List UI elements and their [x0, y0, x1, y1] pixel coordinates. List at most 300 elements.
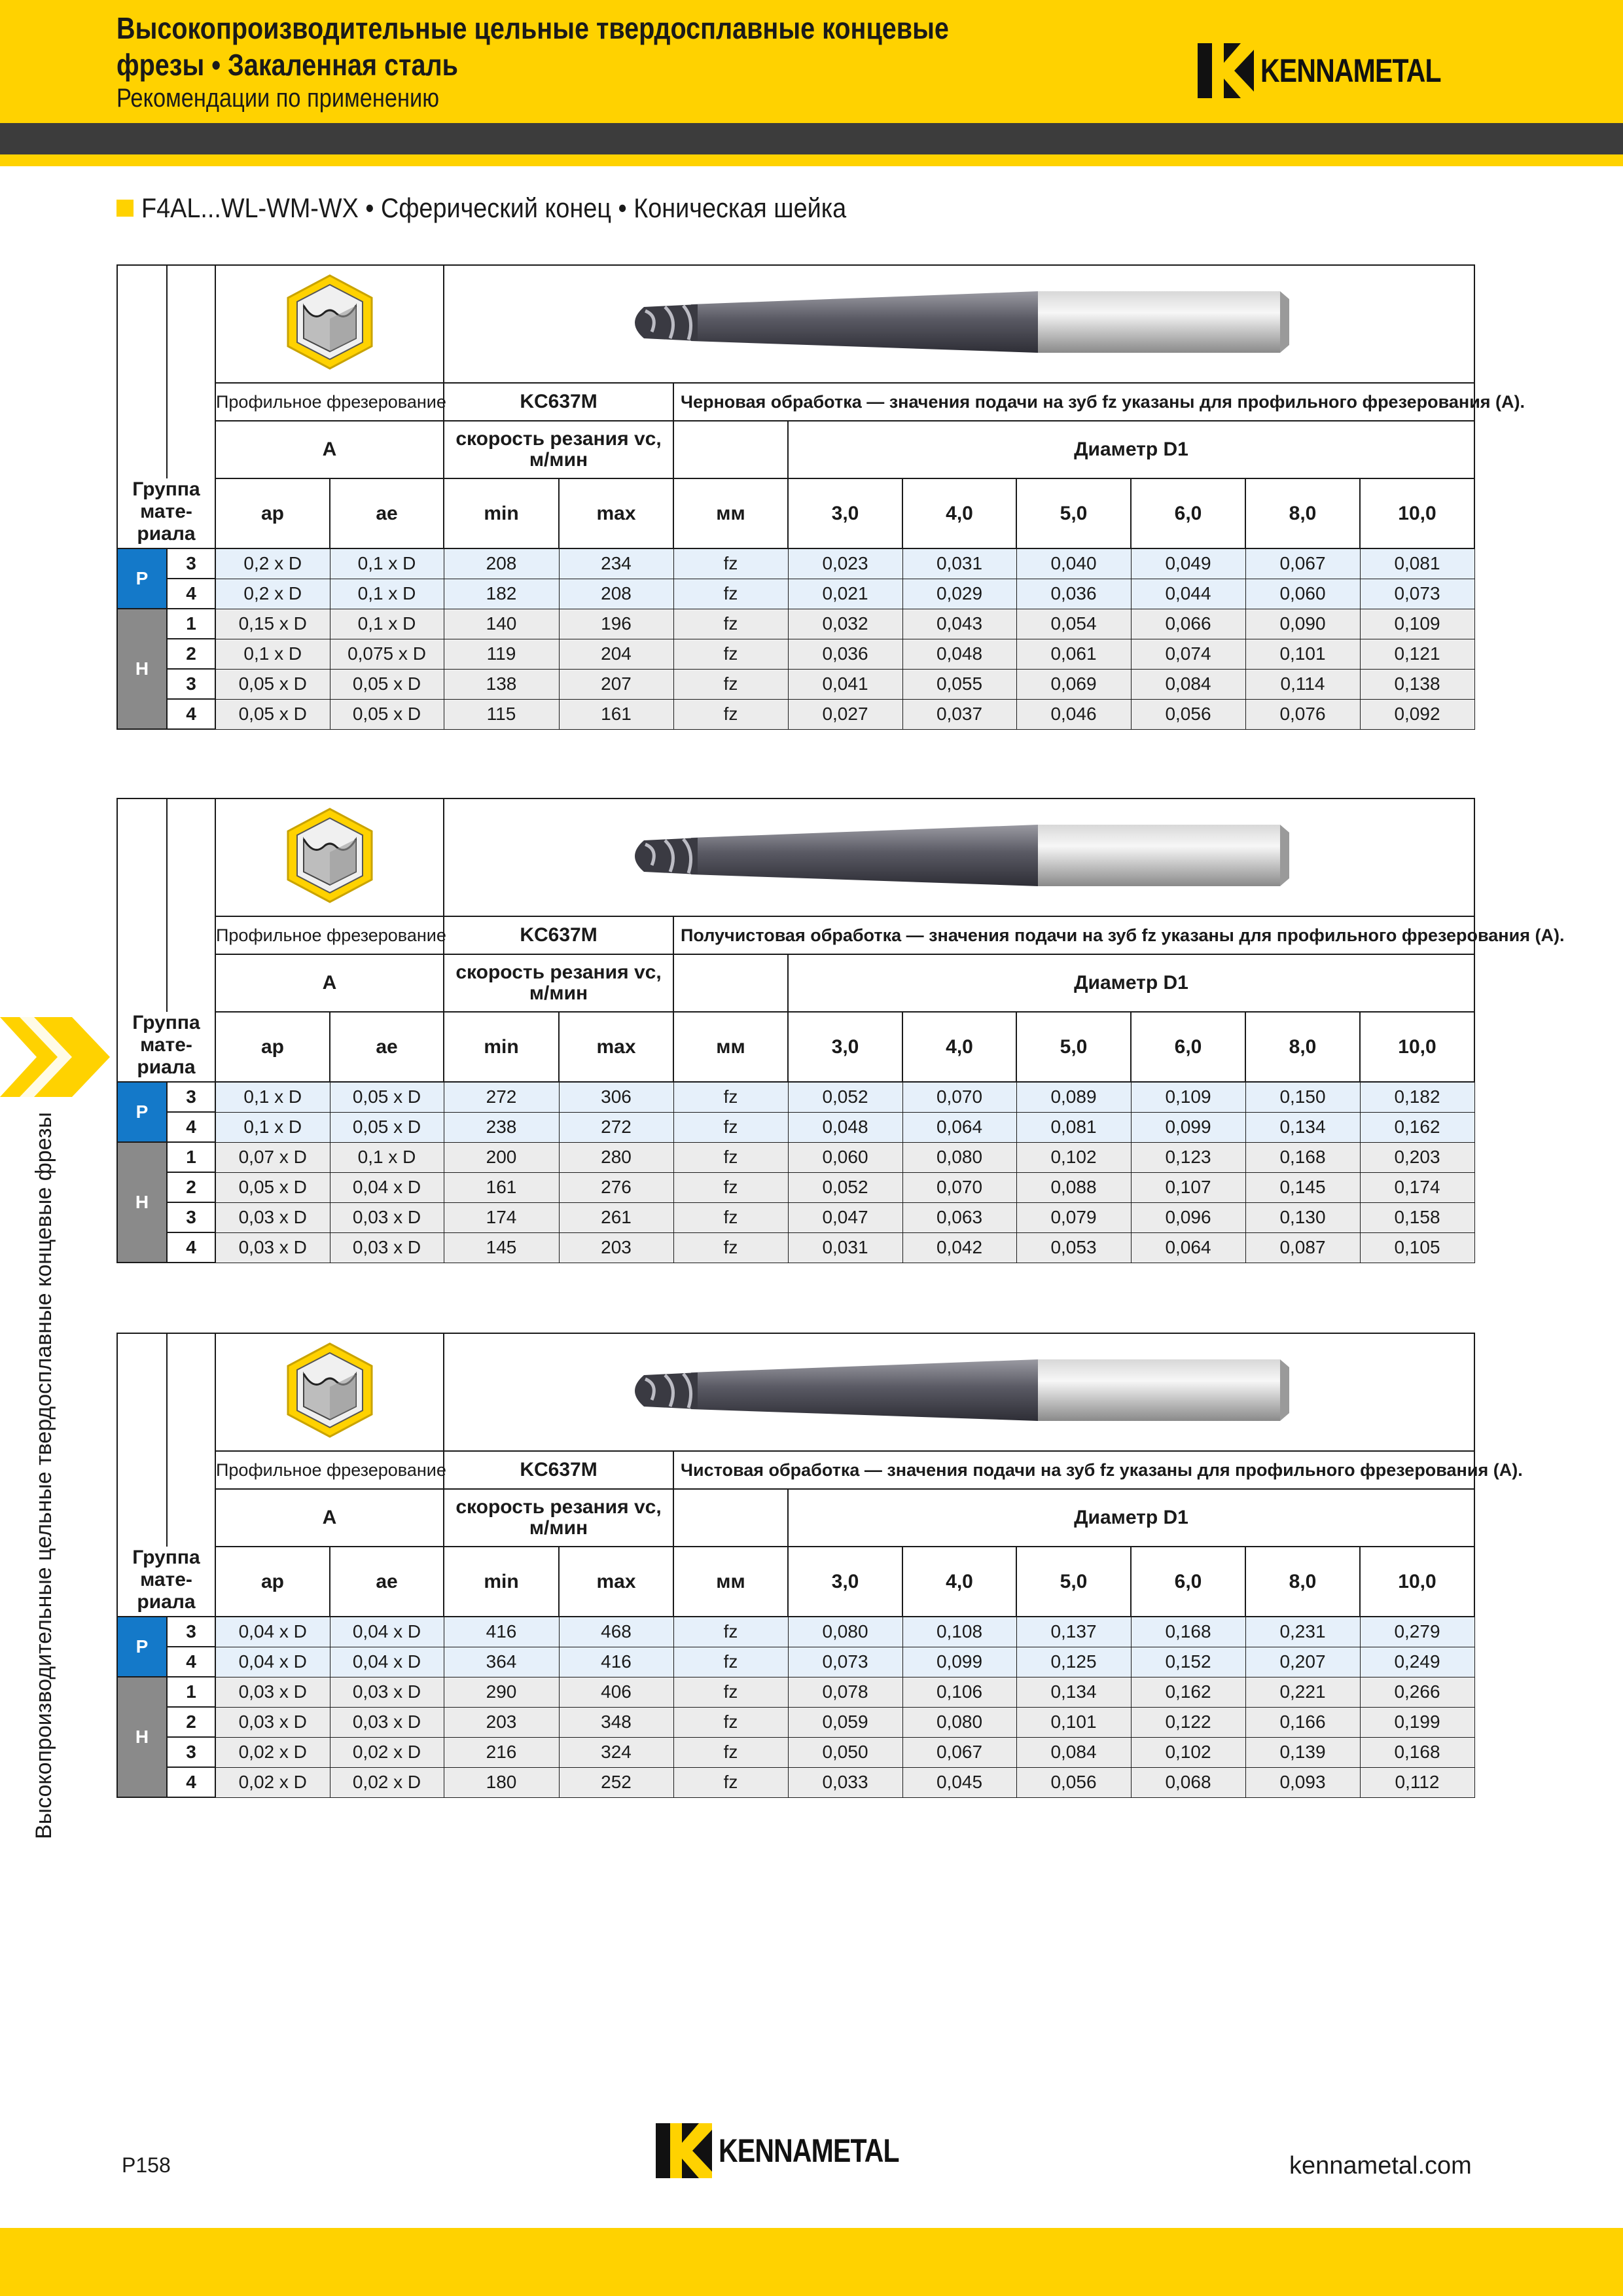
speed-min-value: 182: [444, 579, 559, 609]
column-ap: ap: [215, 1547, 330, 1617]
feed-per-tooth-value: 0,109: [1131, 1082, 1245, 1112]
column-ae: ae: [330, 1547, 444, 1617]
feed-per-tooth-value: 0,266: [1360, 1677, 1474, 1707]
material-group-label: Группа мате-риала: [117, 1012, 215, 1082]
feed-per-tooth-value: 0,108: [902, 1617, 1016, 1647]
table-row: [117, 609, 1474, 639]
feed-per-tooth-value: 0,080: [902, 1142, 1016, 1172]
cutting-speed-label: скорость резания vc, м/мин: [444, 421, 673, 478]
feed-per-tooth-value: 0,102: [1131, 1737, 1245, 1767]
feed-per-tooth-value: 0,079: [1016, 1202, 1131, 1232]
column-diameter: 10,0: [1360, 478, 1474, 548]
unit-value: fz: [673, 1737, 788, 1767]
feed-per-tooth-value: 0,080: [788, 1617, 902, 1647]
table-row: [117, 1112, 1474, 1142]
unit-value: fz: [673, 1647, 788, 1677]
tool-image-cell: [444, 798, 1474, 916]
feed-per-tooth-value: 0,052: [788, 1082, 902, 1112]
ball-nose-tapered-end-mill-image: [613, 1341, 1306, 1439]
ae-value: 0,05 x D: [330, 1112, 444, 1142]
ae-value: 0,04 x D: [330, 1647, 444, 1677]
feed-per-tooth-value: 0,122: [1131, 1707, 1245, 1737]
feed-per-tooth-value: 0,041: [788, 669, 902, 699]
speed-min-value: 203: [444, 1707, 559, 1737]
feed-per-tooth-value: 0,207: [1245, 1647, 1360, 1677]
unit-value: fz: [673, 639, 788, 669]
feed-per-tooth-value: 0,078: [788, 1677, 902, 1707]
feed-per-tooth-value: 0,068: [1131, 1767, 1245, 1797]
a-label: A: [215, 421, 444, 478]
feed-per-tooth-value: 0,069: [1016, 669, 1131, 699]
ae-value: 0,1 x D: [330, 1142, 444, 1172]
unit-value: fz: [673, 579, 788, 609]
feed-per-tooth-value: 0,031: [788, 1232, 902, 1263]
page-title-line-2: фрезы • Закаленная сталь: [116, 48, 458, 82]
feed-per-tooth-value: 0,027: [788, 699, 902, 729]
material-group-label: Группа мате-риала: [117, 1547, 215, 1617]
speed-min-value: 216: [444, 1737, 559, 1767]
table-row: [117, 1232, 1474, 1263]
operation-caption: Профильное фрезерование: [215, 383, 444, 421]
table-row: [117, 548, 1474, 579]
material-subgroup: 3: [167, 1202, 215, 1232]
unit-value: fz: [673, 1172, 788, 1202]
feed-per-tooth-value: 0,101: [1245, 639, 1360, 669]
kennametal-logo-footer: [656, 2123, 938, 2178]
feed-per-tooth-value: 0,043: [902, 609, 1016, 639]
table-row: [117, 669, 1474, 699]
ap-value: 0,02 x D: [215, 1767, 330, 1797]
feed-per-tooth-value: 0,033: [788, 1767, 902, 1797]
feed-per-tooth-value: 0,107: [1131, 1172, 1245, 1202]
feed-per-tooth-value: 0,130: [1245, 1202, 1360, 1232]
speed-min-value: 272: [444, 1082, 559, 1112]
feed-per-tooth-value: 0,063: [902, 1202, 1016, 1232]
feed-per-tooth-value: 0,114: [1245, 669, 1360, 699]
operation-icon-cell: [215, 265, 444, 383]
feed-per-tooth-value: 0,089: [1016, 1082, 1131, 1112]
feed-per-tooth-value: 0,046: [1016, 699, 1131, 729]
ball-nose-tapered-end-mill-image: [613, 806, 1306, 905]
feed-per-tooth-value: 0,092: [1360, 699, 1474, 729]
column-diameter: 8,0: [1245, 1547, 1360, 1617]
speed-min-value: 238: [444, 1112, 559, 1142]
material-subgroup: 2: [167, 1172, 215, 1202]
ball-nose-tapered-end-mill-image: [613, 273, 1306, 371]
speed-max-value: 324: [559, 1737, 673, 1767]
column-ap: ap: [215, 478, 330, 548]
feed-per-tooth-value: 0,061: [1016, 639, 1131, 669]
header-band: [0, 123, 1623, 154]
footer-website-link[interactable]: kennametal.com: [1289, 2152, 1472, 2179]
material-group-badge: H: [117, 1142, 167, 1263]
feed-per-tooth-value: 0,066: [1131, 609, 1245, 639]
unit-value: fz: [673, 1767, 788, 1797]
section-title: [116, 192, 925, 224]
column-min: min: [444, 1012, 559, 1082]
material-subgroup: 4: [167, 1767, 215, 1797]
column-diameter: 6,0: [1131, 1012, 1245, 1082]
feed-per-tooth-value: 0,174: [1360, 1172, 1474, 1202]
speed-max-value: 348: [559, 1707, 673, 1737]
feed-per-tooth-value: 0,064: [1131, 1232, 1245, 1263]
speed-max-value: 203: [559, 1232, 673, 1263]
ap-value: 0,1 x D: [215, 1112, 330, 1142]
column-min: min: [444, 478, 559, 548]
table-row: [117, 1142, 1474, 1172]
column-diameter: 10,0: [1360, 1547, 1474, 1617]
column-diameter: 3,0: [788, 1547, 902, 1617]
feed-per-tooth-value: 0,162: [1131, 1677, 1245, 1707]
grade-label: KC637M: [444, 383, 673, 421]
feed-per-tooth-value: 0,162: [1360, 1112, 1474, 1142]
material-group-badge: H: [117, 1677, 167, 1797]
cutting-speed-label: скорость резания vc, м/мин: [444, 1489, 673, 1547]
material-subgroup: 3: [167, 548, 215, 579]
speed-max-value: 234: [559, 548, 673, 579]
material-group-badge: P: [117, 1082, 167, 1142]
diameter-label: Диаметр D1: [788, 954, 1474, 1012]
feed-per-tooth-value: 0,134: [1016, 1677, 1131, 1707]
ap-value: 0,1 x D: [215, 1082, 330, 1112]
speed-max-value: 252: [559, 1767, 673, 1797]
ap-value: 0,04 x D: [215, 1647, 330, 1677]
material-subgroup: 2: [167, 1707, 215, 1737]
feed-per-tooth-value: 0,074: [1131, 639, 1245, 669]
ae-value: 0,03 x D: [330, 1677, 444, 1707]
corner-cell: [167, 1333, 215, 1547]
column-max: max: [559, 478, 673, 548]
section-bullet-icon: [116, 200, 134, 217]
feed-per-tooth-value: 0,168: [1360, 1737, 1474, 1767]
table-row: [117, 1172, 1474, 1202]
column-diameter: 5,0: [1016, 478, 1131, 548]
material-group-label: Группа мате-риала: [117, 478, 215, 548]
feed-per-tooth-value: 0,042: [902, 1232, 1016, 1263]
cutting-data-table-finishing: [116, 1333, 1523, 1798]
header-accent-strip: [0, 154, 1623, 166]
speed-max-value: 416: [559, 1647, 673, 1677]
operation-note: Черновая обработка — значения подачи на зуб fz указаны для профильного фрезерования (А).: [673, 383, 1474, 421]
column-ap: ap: [215, 1012, 330, 1082]
feed-per-tooth-value: 0,080: [902, 1707, 1016, 1737]
feed-per-tooth-value: 0,112: [1360, 1767, 1474, 1797]
profile-milling-icon: [284, 806, 376, 905]
column-diameter: 8,0: [1245, 1012, 1360, 1082]
speed-min-value: 115: [444, 699, 559, 729]
ap-value: 0,03 x D: [215, 1707, 330, 1737]
page-title-line-1: Высокопроизводительные цельные твердосплавные концевые: [116, 11, 949, 45]
ap-value: 0,15 x D: [215, 609, 330, 639]
unit-value: fz: [673, 1677, 788, 1707]
cutting-data-table-semi-finishing: [116, 798, 1565, 1263]
table-row: [117, 1202, 1474, 1232]
kennametal-logo-header: [1198, 43, 1480, 98]
speed-max-value: 208: [559, 579, 673, 609]
a-label: A: [215, 1489, 444, 1547]
feed-per-tooth-value: 0,166: [1245, 1707, 1360, 1737]
side-vertical-label: Высокопроизводительные цельные твердосплавные концевые фрезы: [31, 1112, 56, 1839]
feed-per-tooth-value: 0,048: [902, 639, 1016, 669]
kennametal-wordmark: KENNAMETAL: [719, 2132, 899, 2169]
diameter-label: Диаметр D1: [788, 1489, 1474, 1547]
feed-per-tooth-value: 0,134: [1245, 1112, 1360, 1142]
speed-max-value: 276: [559, 1172, 673, 1202]
section-title-text: F4AL...WL-WM-WX • Сферический конец • Коническая шейка: [141, 192, 847, 223]
ap-value: 0,05 x D: [215, 669, 330, 699]
feed-per-tooth-value: 0,088: [1016, 1172, 1131, 1202]
feed-per-tooth-value: 0,099: [1131, 1112, 1245, 1142]
feed-per-tooth-value: 0,093: [1245, 1767, 1360, 1797]
column-max: max: [559, 1547, 673, 1617]
column-diameter: 4,0: [902, 1547, 1016, 1617]
feed-per-tooth-value: 0,081: [1360, 548, 1474, 579]
cutting-speed-label: скорость резания vc, м/мин: [444, 954, 673, 1012]
unit-value: fz: [673, 1202, 788, 1232]
column-diameter: 5,0: [1016, 1012, 1131, 1082]
profile-milling-icon: [284, 1341, 376, 1439]
column-max: max: [559, 1012, 673, 1082]
column-diameter: 4,0: [902, 1012, 1016, 1082]
feed-per-tooth-value: 0,056: [1016, 1767, 1131, 1797]
speed-min-value: 174: [444, 1202, 559, 1232]
speed-min-value: 145: [444, 1232, 559, 1263]
operation-caption: Профильное фрезерование: [215, 916, 444, 954]
column-min: min: [444, 1547, 559, 1617]
feed-per-tooth-value: 0,029: [902, 579, 1016, 609]
ap-value: 0,2 x D: [215, 579, 330, 609]
feed-per-tooth-value: 0,067: [1245, 548, 1360, 579]
table-row: [117, 699, 1474, 729]
feed-per-tooth-value: 0,150: [1245, 1082, 1360, 1112]
feed-per-tooth-value: 0,049: [1131, 548, 1245, 579]
feed-per-tooth-value: 0,053: [1016, 1232, 1131, 1263]
tool-image-cell: [444, 265, 1474, 383]
unit-value: fz: [673, 548, 788, 579]
speed-min-value: 180: [444, 1767, 559, 1797]
feed-per-tooth-value: 0,139: [1245, 1737, 1360, 1767]
ap-value: 0,1 x D: [215, 639, 330, 669]
corner-cell: [117, 265, 167, 478]
ap-value: 0,05 x D: [215, 699, 330, 729]
feed-per-tooth-value: 0,021: [788, 579, 902, 609]
feed-per-tooth-value: 0,158: [1360, 1202, 1474, 1232]
unit-value: fz: [673, 1617, 788, 1647]
ap-value: 0,05 x D: [215, 1172, 330, 1202]
corner-cell: [167, 798, 215, 1012]
column-mm: мм: [673, 1012, 788, 1082]
column-diameter: 6,0: [1131, 1547, 1245, 1617]
table-row: [117, 1647, 1474, 1677]
material-subgroup: 4: [167, 579, 215, 609]
feed-per-tooth-value: 0,036: [1016, 579, 1131, 609]
feed-per-tooth-value: 0,182: [1360, 1082, 1474, 1112]
material-subgroup: 4: [167, 1232, 215, 1263]
ap-value: 0,03 x D: [215, 1677, 330, 1707]
feed-per-tooth-value: 0,145: [1245, 1172, 1360, 1202]
ap-value: 0,03 x D: [215, 1232, 330, 1263]
feed-per-tooth-value: 0,081: [1016, 1112, 1131, 1142]
column-ae: ae: [330, 478, 444, 548]
speed-max-value: 207: [559, 669, 673, 699]
column-ae: ae: [330, 1012, 444, 1082]
feed-per-tooth-value: 0,050: [788, 1737, 902, 1767]
ae-value: 0,05 x D: [330, 669, 444, 699]
speed-max-value: 196: [559, 609, 673, 639]
blank-cell: [673, 954, 788, 1012]
blank-cell: [673, 421, 788, 478]
footer-bar: [0, 2228, 1623, 2296]
kennametal-k-icon: [656, 2123, 712, 2178]
feed-per-tooth-value: 0,070: [902, 1172, 1016, 1202]
feed-per-tooth-value: 0,090: [1245, 609, 1360, 639]
operation-caption: Профильное фрезерование: [215, 1451, 444, 1489]
feed-per-tooth-value: 0,060: [1245, 579, 1360, 609]
feed-per-tooth-value: 0,045: [902, 1767, 1016, 1797]
ae-value: 0,02 x D: [330, 1737, 444, 1767]
feed-per-tooth-value: 0,106: [902, 1677, 1016, 1707]
column-diameter: 8,0: [1245, 478, 1360, 548]
material-subgroup: 2: [167, 639, 215, 669]
table-row: [117, 1677, 1474, 1707]
feed-per-tooth-value: 0,084: [1131, 669, 1245, 699]
column-mm: мм: [673, 478, 788, 548]
table-row: [117, 1082, 1474, 1112]
table-row: [117, 1707, 1474, 1737]
ae-value: 0,04 x D: [330, 1172, 444, 1202]
corner-cell: [167, 265, 215, 478]
feed-per-tooth-value: 0,037: [902, 699, 1016, 729]
feed-per-tooth-value: 0,168: [1245, 1142, 1360, 1172]
feed-per-tooth-value: 0,047: [788, 1202, 902, 1232]
material-subgroup: 1: [167, 1677, 215, 1707]
feed-per-tooth-value: 0,221: [1245, 1677, 1360, 1707]
column-diameter: 3,0: [788, 1012, 902, 1082]
feed-per-tooth-value: 0,036: [788, 639, 902, 669]
speed-max-value: 261: [559, 1202, 673, 1232]
feed-per-tooth-value: 0,070: [902, 1082, 1016, 1112]
column-diameter: 6,0: [1131, 478, 1245, 548]
speed-max-value: 204: [559, 639, 673, 669]
speed-min-value: 138: [444, 669, 559, 699]
table-row: [117, 579, 1474, 609]
unit-value: fz: [673, 1232, 788, 1263]
feed-per-tooth-value: 0,054: [1016, 609, 1131, 639]
blank-cell: [673, 1489, 788, 1547]
diameter-label: Диаметр D1: [788, 421, 1474, 478]
corner-cell: [117, 798, 167, 1012]
operation-note: Чистовая обработка — значения подачи на зуб fz указаны для профильного фрезерования (А).: [673, 1451, 1474, 1489]
table-row: [117, 639, 1474, 669]
material-group-badge: P: [117, 548, 167, 609]
feed-per-tooth-value: 0,249: [1360, 1647, 1474, 1677]
speed-max-value: 406: [559, 1677, 673, 1707]
column-diameter: 5,0: [1016, 1547, 1131, 1617]
kennametal-k-icon: [1198, 43, 1254, 98]
unit-value: fz: [673, 1707, 788, 1737]
feed-per-tooth-value: 0,168: [1131, 1617, 1245, 1647]
feed-per-tooth-value: 0,084: [1016, 1737, 1131, 1767]
feed-per-tooth-value: 0,138: [1360, 669, 1474, 699]
ap-value: 0,07 x D: [215, 1142, 330, 1172]
material-subgroup: 3: [167, 1737, 215, 1767]
speed-min-value: 119: [444, 639, 559, 669]
side-tab-arrow-icon: [0, 1017, 111, 1097]
ae-value: 0,03 x D: [330, 1707, 444, 1737]
ae-value: 0,03 x D: [330, 1202, 444, 1232]
column-diameter: 3,0: [788, 478, 902, 548]
material-subgroup: 4: [167, 1112, 215, 1142]
feed-per-tooth-value: 0,199: [1360, 1707, 1474, 1737]
operation-note: Получистовая обработка — значения подачи на зуб fz указаны для профильного фрезерования (А).: [673, 916, 1474, 954]
unit-value: fz: [673, 699, 788, 729]
feed-per-tooth-value: 0,203: [1360, 1142, 1474, 1172]
feed-per-tooth-value: 0,044: [1131, 579, 1245, 609]
ae-value: 0,05 x D: [330, 1082, 444, 1112]
ae-value: 0,04 x D: [330, 1617, 444, 1647]
speed-min-value: 200: [444, 1142, 559, 1172]
material-subgroup: 3: [167, 1617, 215, 1647]
page-subtitle: Рекомендации по применению: [116, 84, 440, 113]
column-diameter: 10,0: [1360, 1012, 1474, 1082]
feed-per-tooth-value: 0,152: [1131, 1647, 1245, 1677]
column-mm: мм: [673, 1547, 788, 1617]
feed-per-tooth-value: 0,123: [1131, 1142, 1245, 1172]
feed-per-tooth-value: 0,137: [1016, 1617, 1131, 1647]
material-subgroup: 3: [167, 669, 215, 699]
ap-value: 0,04 x D: [215, 1617, 330, 1647]
operation-icon-cell: [215, 798, 444, 916]
feed-per-tooth-value: 0,073: [788, 1647, 902, 1677]
ap-value: 0,2 x D: [215, 548, 330, 579]
feed-per-tooth-value: 0,056: [1131, 699, 1245, 729]
table-row: [117, 1767, 1474, 1797]
feed-per-tooth-value: 0,064: [902, 1112, 1016, 1142]
speed-max-value: 272: [559, 1112, 673, 1142]
feed-per-tooth-value: 0,067: [902, 1737, 1016, 1767]
feed-per-tooth-value: 0,125: [1016, 1647, 1131, 1677]
operation-icon-cell: [215, 1333, 444, 1451]
ae-value: 0,1 x D: [330, 579, 444, 609]
material-subgroup: 4: [167, 1647, 215, 1677]
feed-per-tooth-value: 0,059: [788, 1707, 902, 1737]
profile-milling-icon: [284, 273, 376, 371]
ae-value: 0,075 x D: [330, 639, 444, 669]
table-row: [117, 1617, 1474, 1647]
unit-value: fz: [673, 609, 788, 639]
feed-per-tooth-value: 0,040: [1016, 548, 1131, 579]
feed-per-tooth-value: 0,055: [902, 669, 1016, 699]
speed-min-value: 416: [444, 1617, 559, 1647]
feed-per-tooth-value: 0,102: [1016, 1142, 1131, 1172]
speed-min-value: 290: [444, 1677, 559, 1707]
speed-min-value: 364: [444, 1647, 559, 1677]
speed-max-value: 468: [559, 1617, 673, 1647]
kennametal-wordmark: KENNAMETAL: [1260, 52, 1441, 89]
feed-per-tooth-value: 0,031: [902, 548, 1016, 579]
cutting-data-table-roughing: [116, 264, 1525, 730]
feed-per-tooth-value: 0,087: [1245, 1232, 1360, 1263]
feed-per-tooth-value: 0,109: [1360, 609, 1474, 639]
material-group-badge: P: [117, 1617, 167, 1677]
ap-value: 0,03 x D: [215, 1202, 330, 1232]
a-label: A: [215, 954, 444, 1012]
feed-per-tooth-value: 0,073: [1360, 579, 1474, 609]
feed-per-tooth-value: 0,231: [1245, 1617, 1360, 1647]
speed-max-value: 161: [559, 699, 673, 729]
grade-label: KC637M: [444, 1451, 673, 1489]
ae-value: 0,1 x D: [330, 548, 444, 579]
